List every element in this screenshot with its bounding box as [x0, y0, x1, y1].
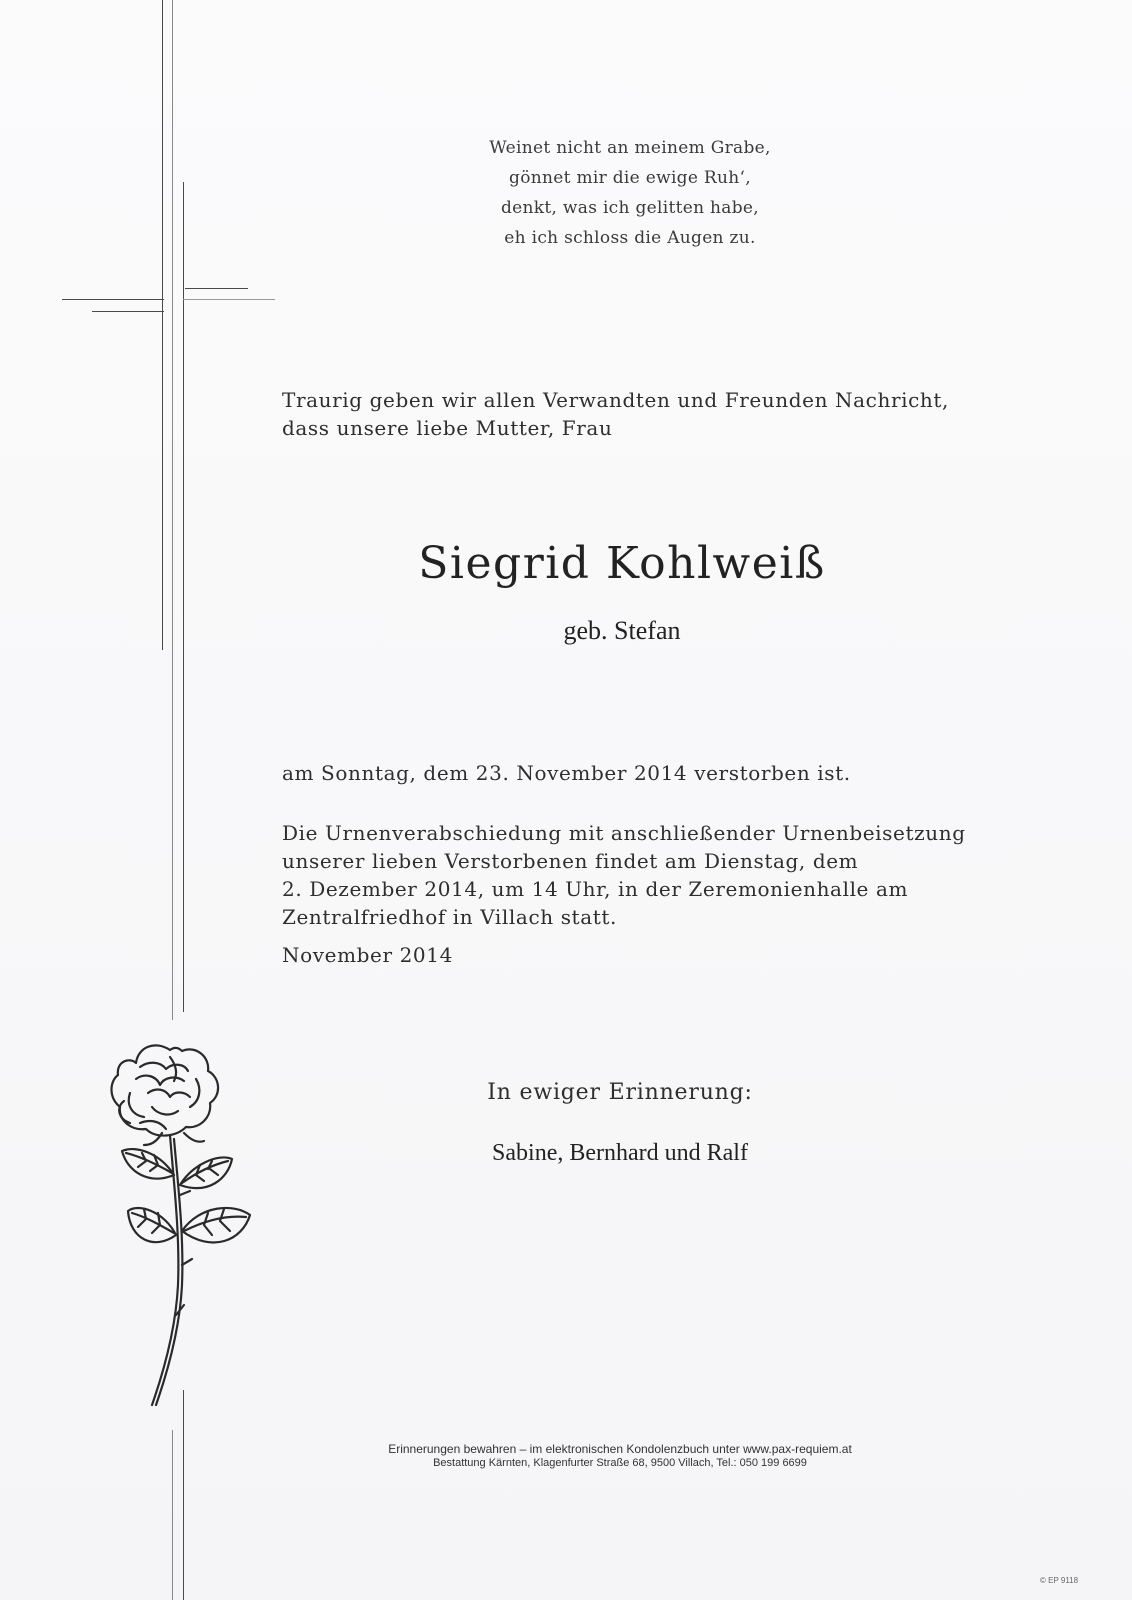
cross-vertical-line-left — [162, 0, 163, 650]
cross-vertical-line-bottom-right — [183, 1390, 184, 1600]
intro-line: dass unsere liebe Mutter, Frau — [282, 416, 613, 440]
issue-date: November 2014 — [282, 943, 453, 967]
memory-heading: In ewiger Erinnerung: — [487, 1080, 753, 1105]
footer — [330, 1442, 910, 1470]
ceremony-text — [282, 819, 1042, 931]
cross-vertical-line-right — [183, 182, 184, 1012]
rose-icon — [100, 1035, 280, 1415]
maiden-name: geb. Stefan — [563, 616, 681, 645]
intro-text — [282, 386, 1002, 442]
poem-line: Weinet nicht an meinem Grabe, — [489, 138, 771, 158]
ceremony-line: Zentralfriedhof in Villach statt. — [282, 905, 617, 929]
cross-vertical-line-bottom — [172, 1430, 173, 1600]
footer-address-line: Bestattung Kärnten, Klagenfurter Straße 68, 9500 Villach, Tel.: 050 199 6699 — [433, 1457, 807, 1469]
cross-horizontal-line-right — [183, 299, 275, 300]
poem — [420, 133, 840, 253]
ceremony-line: 2. Dezember 2014, um 14 Uhr, in der Zeremonienhalle am — [282, 877, 909, 901]
cross-horizontal-line-lower-left — [92, 311, 164, 312]
deceased-name: Siegrid Kohlweiß — [418, 538, 826, 589]
intro-line: Traurig geben wir allen Verwandten und Freunden Nachricht, — [282, 388, 949, 412]
cross-vertical-line-left-outer — [172, 0, 173, 1020]
poem-line: gönnet mir die ewige Ruh‘, — [509, 168, 751, 188]
cross-horizontal-line-left — [62, 299, 164, 300]
poem-line: denkt, was ich gelitten habe, — [501, 198, 759, 218]
ceremony-line: unserer lieben Verstorbenen findet am Dienstag, dem — [282, 849, 859, 873]
footer-condolence-line: Erinnerungen bewahren – im elektronischen Kondolenzbuch unter www.pax-requiem.at — [388, 1442, 852, 1456]
form-code: © EP 9118 — [1040, 1576, 1079, 1585]
mourners-names: Sabine, Bernhard und Ralf — [492, 1140, 748, 1166]
death-notice: am Sonntag, dem 23. November 2014 verstorben ist. — [282, 761, 851, 785]
cross-horizontal-line-top-right — [185, 288, 248, 289]
ceremony-line: Die Urnenverabschiedung mit anschließender Urnenbeisetzung — [282, 821, 966, 845]
poem-line: eh ich schloss die Augen zu. — [504, 228, 756, 248]
